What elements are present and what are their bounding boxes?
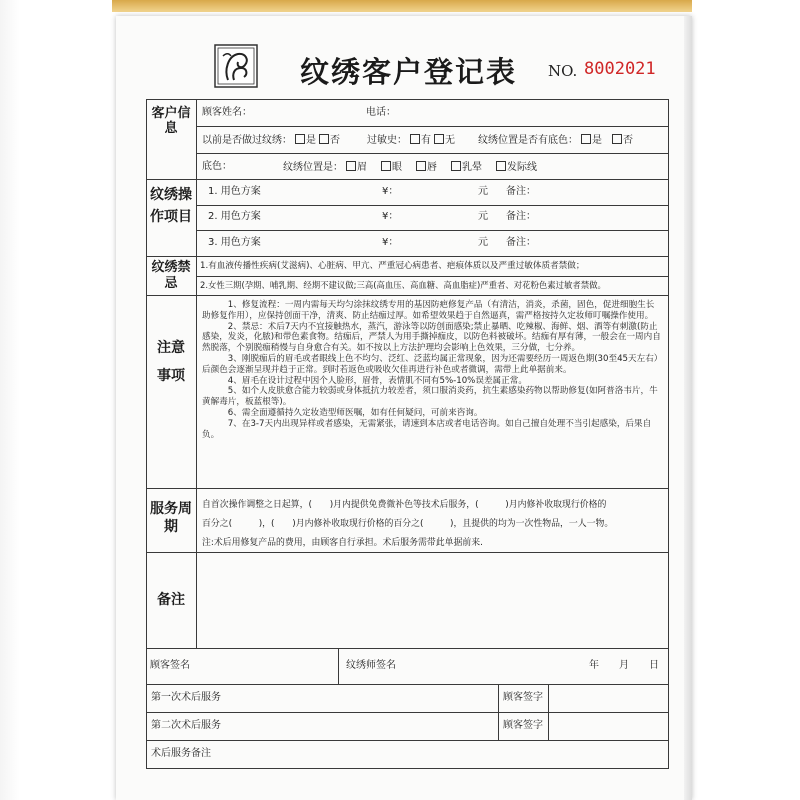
serial-number-value: 8002021 (584, 59, 656, 79)
attention-item-6: 6、需全面遵循持久定妆造型师医嘱，如有任何疑问，可前来咨询。 (227, 407, 483, 418)
grid-line (146, 99, 147, 769)
base-color-yes-checkbox[interactable] (581, 134, 591, 144)
customer-signature-label: 顾客签名 (150, 660, 190, 671)
allergy-none-checkbox[interactable] (434, 134, 444, 144)
position-lip-label: 唇 (427, 162, 437, 173)
color-plan-1-unit: 元 (478, 186, 488, 197)
color-plan-3-unit: 元 (478, 237, 488, 248)
base-color-label: 底色： (202, 161, 232, 172)
grid-line (196, 99, 197, 648)
have-label: 有 (421, 135, 431, 146)
previous-tattoo-no-checkbox[interactable] (319, 134, 329, 144)
service-line-1: 自首次操作调整之日起算，( )月内提供免费微补色等技术后服务，( )月内修补收取现行价格的 (202, 500, 607, 510)
position-eyeline-checkbox[interactable] (381, 161, 391, 171)
color-plan-2-price-label: ¥： (382, 211, 399, 222)
grid-line (146, 256, 668, 257)
grid-line (146, 99, 668, 100)
grid-line (146, 488, 668, 489)
grid-line (668, 99, 669, 769)
grid-line (146, 740, 668, 741)
position-areola-label: 乳晕 (462, 162, 482, 173)
color-plan-1-remark-label: 备注： (506, 186, 536, 197)
salon-logo-icon (214, 44, 258, 88)
attention-item-4: 4、眉毛在设计过程中因个人脸形，眉骨，表情肌不同有5%-10%误差属正常。 (227, 375, 527, 386)
serial-number-label: NO. (548, 62, 578, 80)
pad-binding-strip (112, 0, 692, 12)
color-plan-2-label: 2. 用色方案 (208, 211, 261, 222)
color-plan-2-remark-label: 备注： (506, 211, 536, 222)
previous-tattoo-label: 以前是否做过纹绣： (202, 135, 292, 146)
first-after-service-label: 第一次术后服务 (151, 692, 221, 703)
position-hairline-label: 发际线 (507, 162, 537, 173)
form-title: 纹绣客户登记表 (300, 55, 518, 89)
grid-line (146, 684, 668, 685)
grid-line (196, 276, 668, 277)
attention-item-2: 2、禁忌：术后7天内不宜接触热水，蒸汽，游泳等以防创面感染;禁止暴晒、吃辣椒、海鲜、烟、酒等有刺激(防止感染，发炎，化脓)和带色素食物。结痂后，严禁人为用手撕掉痂皮，以防色料被破坏。结痂有厚有薄，一般会在一周内自然脱落，个别脱痂稍慢与自身愈合有关。如不按以上方法护理均会影响上色效果，三分做，七分养。 (202, 321, 661, 354)
color-plan-1-label: 1. 用色方案 (208, 186, 261, 197)
customer-name-label: 顾客姓名： (202, 107, 252, 118)
grid-line (196, 230, 668, 231)
position-eyeline-label: 眼 (392, 162, 402, 173)
allergy-have-checkbox[interactable] (410, 134, 420, 144)
position-lip-checkbox[interactable] (416, 161, 426, 171)
section-label-attention: 注意事项 (157, 340, 185, 384)
section-label-service-cycle: 服务周期 (150, 501, 192, 535)
tattoo-position-row (283, 161, 537, 174)
attention-item-7: 7、在3-7天内出现异样或者感染，无需紧张，请速到本店或者电话咨询。如自己擅自处理不当引起感染，后果自负。 (202, 418, 652, 440)
taboo-line-2: 2.女性三期(孕期、哺乳期、经期不建议做;三高(高血压、高血糖、高血脂症)严重者、对花粉色素过敏者禁做。 (200, 280, 606, 290)
color-plan-1-price-label: ¥： (382, 186, 399, 197)
service-line-2: 百分之( )，( )月内修补收取现行价格的百分之( )，且提供的均为一次性物品，一人一物。 (202, 519, 614, 529)
first-customer-sign-label: 顾客签字 (503, 692, 543, 703)
grid-line (146, 712, 668, 713)
grid-line (548, 684, 549, 740)
color-plan-3-label: 3. 用色方案 (208, 237, 261, 248)
allergy-label: 过敏史： (367, 135, 407, 146)
section-label-taboo: 纹绣禁忌 (151, 260, 191, 291)
grid-line (498, 684, 499, 740)
grid-line (146, 552, 668, 553)
grid-line (146, 179, 668, 180)
yes-label: 是 (592, 135, 602, 146)
none-label: 无 (445, 135, 455, 146)
section-label-operation: 纹绣操作项目 (150, 187, 192, 225)
no-label: 否 (330, 135, 340, 146)
grid-line (146, 768, 668, 769)
taboo-line-1: 1.有血液传播性疾病(艾滋病)、心脏病、甲亢、严重冠心病患者、疤痕体质以及严重过敏体质者禁做； (200, 261, 585, 271)
phone-label: 电话： (366, 107, 396, 118)
after-service-remark-label: 术后服务备注 (151, 748, 211, 759)
previous-tattoo-question (202, 134, 340, 147)
grid-line (196, 205, 668, 206)
grid-line (196, 126, 668, 127)
position-areola-checkbox[interactable] (451, 161, 461, 171)
artist-signature-label: 纹绣师签名 (346, 660, 396, 671)
attention-item-5: 5、如个人皮肤愈合能力较弱或身体抵抗力较差者，须口服消炎药，抗生素感染药物以帮助修复(如阿普洛韦片，牛黄解毒片，板蓝根等)。 (202, 386, 658, 408)
remarks-field[interactable] (198, 554, 666, 646)
second-customer-sign-label: 顾客签字 (503, 720, 543, 731)
base-color-question-label: 纹绣位置是否有底色： (478, 135, 578, 146)
allergy-question (367, 134, 455, 147)
tattoo-position-label: 纹绣位置是： (283, 162, 343, 173)
signature-date-label: 年 月 日 (589, 660, 659, 671)
no-label: 否 (623, 135, 633, 146)
position-hairline-checkbox[interactable] (496, 161, 506, 171)
grid-line (196, 153, 668, 154)
yes-label: 是 (306, 135, 316, 146)
position-eyebrow-checkbox[interactable] (346, 161, 356, 171)
grid-line (146, 295, 668, 296)
paper-stack-edge (684, 16, 692, 800)
service-line-3: 注:术后用修复产品的费用，由顾客自行承担。术后服务需带此单据前来. (202, 538, 483, 548)
attention-list (202, 300, 662, 440)
color-plan-3-price-label: ¥： (382, 237, 399, 248)
grid-line (338, 648, 339, 684)
color-plan-3-remark-label: 备注： (506, 237, 536, 248)
attention-item-3: 3、刚脱痂后的眉毛或者眼线上色不均匀、泛红、泛蓝均属正常现象，因为还需要经历一周返色期(30至45天左右）后颜色会逐渐呈现并趋于正常。到时若返色或吸收欠佳再进行补色或者微调，需带上此单据前来。 (202, 353, 659, 375)
grid-line (146, 648, 668, 649)
attention-item-1: 1、修复流程：一周内需每天均匀涂抹纹绣专用的基因防疤修复产品（有清洁，消炎，杀菌，固色，促进细胞生长助修复作用），应保持创面干净，清爽、防止结痂过厚。如希望效果趋于自然逼真，需严格按持久定妆师叮嘱操作使用。 (202, 300, 655, 321)
second-after-service-label: 第二次术后服务 (151, 720, 221, 731)
position-eyebrow-label: 眉 (357, 162, 367, 173)
base-color-question (478, 134, 633, 147)
background-page-edge (0, 0, 20, 800)
section-label-customer-info: 客户信息 (151, 106, 191, 136)
previous-tattoo-yes-checkbox[interactable] (295, 134, 305, 144)
color-plan-2-unit: 元 (478, 211, 488, 222)
section-label-remarks: 备注 (157, 592, 185, 608)
base-color-no-checkbox[interactable] (612, 134, 622, 144)
